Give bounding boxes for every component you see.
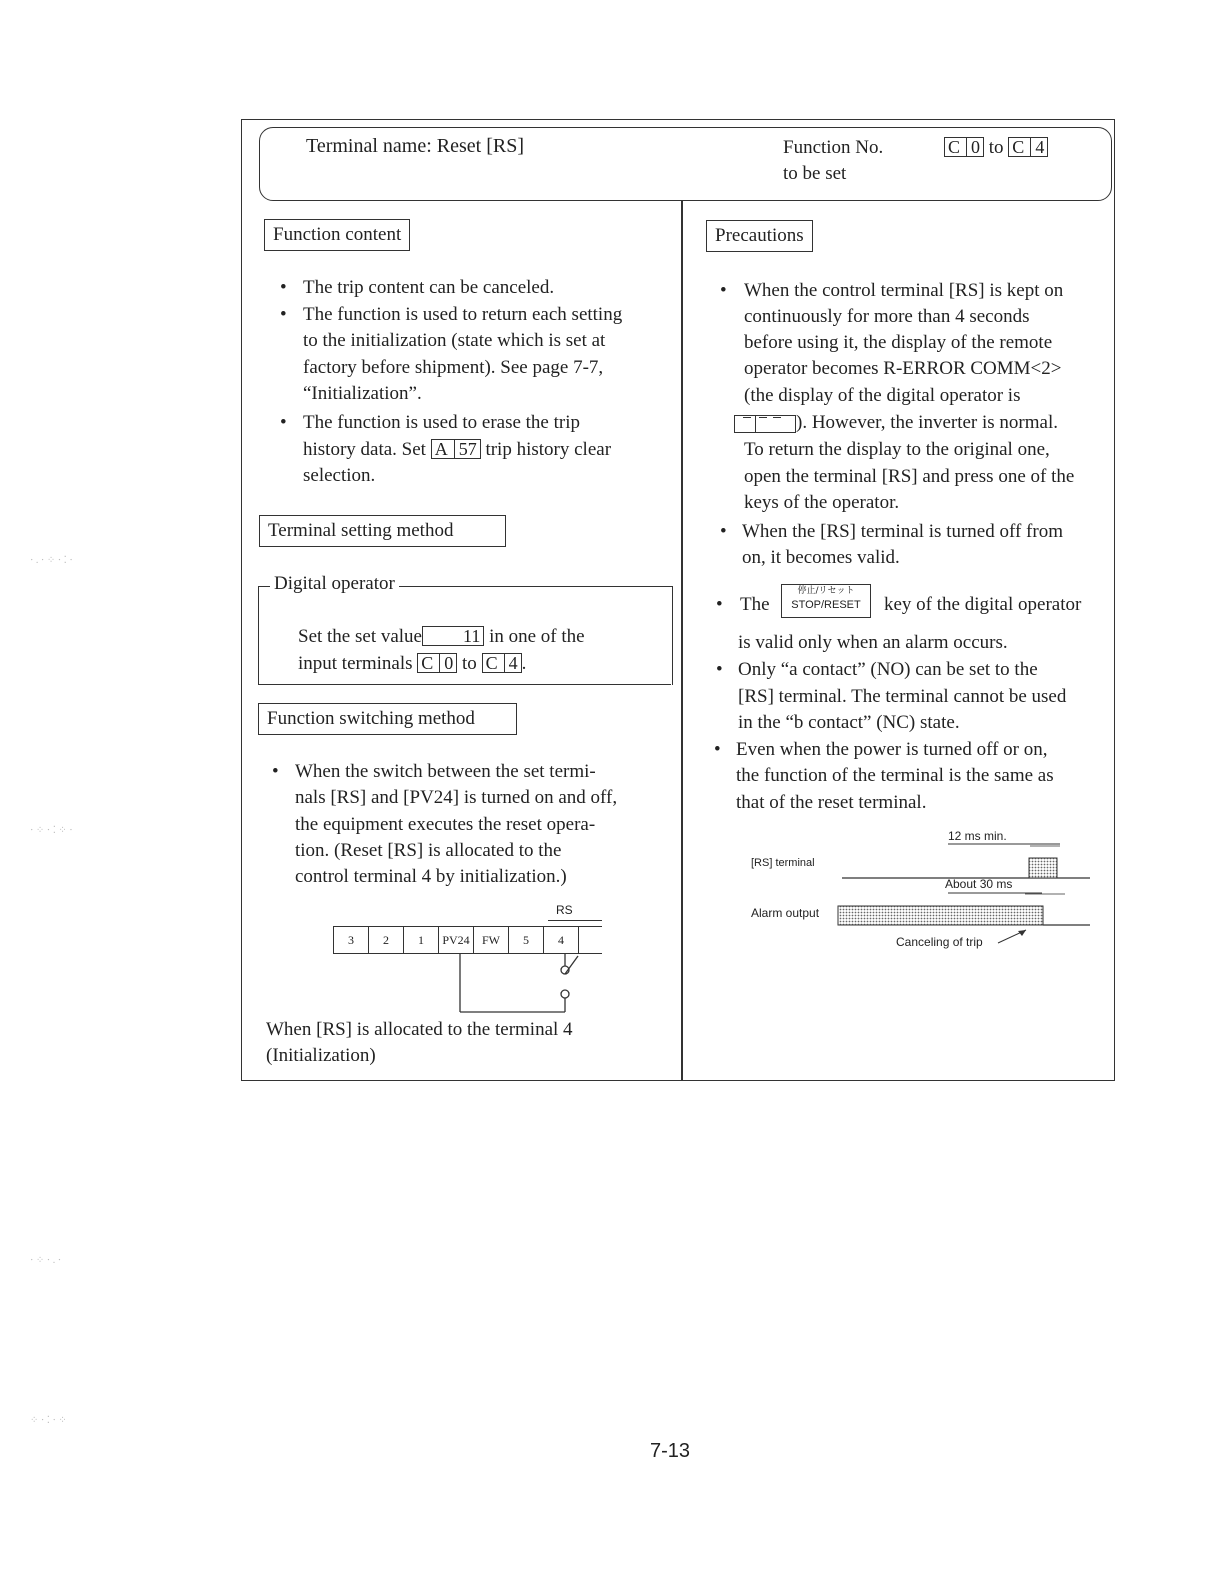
- scan-noise: ⁘ ⋅ ⁚ ⋅ ⁘: [30, 1415, 67, 1426]
- prec-b3-line-1-post: key of the digital operator: [884, 594, 1082, 615]
- caption-line-1: When [RS] is allocated to the terminal 4: [266, 1019, 573, 1040]
- fc-bullet-3-line-1: The function is used to erase the trip: [303, 412, 581, 433]
- fc-bullet-2-line-3: factory before shipment). See page 7-7,: [303, 357, 604, 378]
- code-box-c4: C 4: [482, 653, 522, 673]
- timing-min-label: 12 ms min.: [948, 829, 1007, 843]
- prec-b3-line-1: The: [740, 594, 770, 615]
- column-divider: [681, 201, 683, 1081]
- switching-line-2: nals [RS] and [PV24] is turned on and off,: [295, 787, 618, 808]
- prec-b2-line-1: When the [RS] terminal is turned off from: [742, 521, 1063, 542]
- prec-b4-line-3: in the “b contact” (NC) state.: [738, 712, 960, 733]
- bullet-dot: •: [716, 659, 723, 680]
- terminal-setting-title: Terminal setting method: [259, 515, 506, 547]
- value-box: 11: [422, 626, 484, 646]
- fc-bullet-1: The trip content can be canceled.: [303, 277, 555, 298]
- terminal-2: 2: [368, 926, 404, 954]
- switching-line-1: When the switch between the set termi-: [295, 761, 596, 782]
- prec-b1-line-9: keys of the operator.: [744, 492, 900, 513]
- scan-noise: ⋅ . ⋅ ⁘ ⋅ ⁚ ⋅: [30, 555, 73, 566]
- set-value-line: Set the set value 11 in one of the: [298, 626, 585, 647]
- terminal-3: 3: [333, 926, 369, 954]
- prec-b1-line-5: (the display of the digital operator is: [744, 385, 1021, 406]
- code-box-to: C 4: [1008, 137, 1048, 157]
- prec-b1-line-1: When the control terminal [RS] is kept on: [744, 280, 1064, 301]
- prec-b2-line-2: on, it becomes valid.: [742, 547, 900, 568]
- terminal-pv24: PV24: [438, 926, 474, 954]
- prec-b1-line-6: ). However, the inverter is normal.: [734, 410, 1058, 437]
- stop-reset-key: 停止/リセット STOP/RESET: [781, 584, 871, 618]
- input-terminals-line: input terminals C 0 to C 4 .: [298, 653, 527, 674]
- scan-noise: ⋅ ⁘ ⋅ ⁚ ⁘ ⋅: [30, 825, 73, 836]
- group-bottom-rule: [258, 684, 671, 685]
- terminal-1: 1: [403, 926, 439, 954]
- rs-tick: [548, 920, 602, 921]
- fc-bullet-3-line-3: selection.: [303, 465, 376, 486]
- bullet-dot: •: [272, 761, 279, 782]
- prec-b5-line-3: that of the reset terminal.: [736, 792, 927, 813]
- prec-b4-line-2: [RS] terminal. The terminal cannot be used: [738, 686, 1067, 707]
- code-box-a57: A 57: [431, 439, 481, 459]
- prec-b1-line-8: open the terminal [RS] and press one of the: [744, 466, 1075, 487]
- prec-b1-line-4: operator becomes R-ERROR COMM<2>: [744, 358, 1062, 379]
- digital-operator-label: Digital operator: [270, 571, 399, 598]
- caption-line-2: (Initialization): [266, 1045, 376, 1066]
- fc-bullet-2-line-2: to the initialization (state which is set at: [303, 330, 606, 351]
- terminal-4: 4: [543, 926, 579, 954]
- page-number: 7-13: [650, 1440, 691, 1462]
- terminal-5: 5: [508, 926, 544, 954]
- rs-label: RS: [556, 903, 573, 917]
- timing-rs-label: [RS] terminal: [751, 857, 815, 869]
- scan-noise: ⋅ ⁘ ⋅ . ⋅: [30, 1255, 62, 1266]
- code-box-c0: C 0: [417, 653, 457, 673]
- prec-b4-line-1: Only “a contact” (NO) can be set to the: [738, 659, 1038, 680]
- switching-line-3: the equipment executes the reset opera-: [295, 814, 596, 835]
- code-box-from: C 0: [944, 137, 984, 157]
- bullet-dot: •: [720, 280, 727, 301]
- timing-about-label: About 30 ms: [945, 877, 1013, 891]
- switching-line-5: control terminal 4 by initialization.): [295, 866, 567, 887]
- bullet-dot: •: [280, 412, 287, 433]
- function-code-range: C 0 to C 4: [944, 135, 1048, 162]
- prec-b5-line-1: Even when the power is turned off or on,: [736, 739, 1048, 760]
- terminal-name: Terminal name: Reset [RS]: [306, 135, 524, 157]
- prec-b3-line-2: is valid only when an alarm occurs.: [738, 632, 1008, 653]
- bullet-dot: •: [716, 594, 723, 615]
- function-no-sub: to be set: [783, 163, 847, 184]
- switch-wiring: [440, 950, 590, 1020]
- prec-b5-line-2: the function of the terminal is the same as: [736, 765, 1054, 786]
- terminal-fw: FW: [473, 926, 509, 954]
- fc-bullet-2-line-1: The function is used to return each setting: [303, 304, 623, 325]
- prec-b1-line-2: continuously for more than 4 seconds: [744, 306, 1030, 327]
- prec-b1-line-7: To return the display to the original one,: [744, 439, 1050, 460]
- bullet-dot: •: [280, 304, 287, 325]
- function-content-title: Function content: [264, 219, 410, 251]
- precautions-title: Precautions: [706, 220, 813, 252]
- timing-diagram: [830, 830, 1100, 955]
- function-no-label: Function No.: [783, 137, 884, 158]
- switching-line-4: tion. (Reset [RS] is allocated to the: [295, 840, 562, 861]
- fc-bullet-2-line-4: “Initialization”.: [303, 383, 422, 404]
- timing-alarm-label: Alarm output: [751, 906, 820, 920]
- bullet-dot: •: [720, 521, 727, 542]
- timing-cancel-label: Canceling of trip: [896, 935, 983, 949]
- prec-b1-line-3: before using it, the display of the remote: [744, 332, 1053, 353]
- function-switching-title: Function switching method: [258, 703, 517, 735]
- bullet-dot: •: [714, 739, 721, 760]
- display-dashes-box: [734, 415, 796, 433]
- fc-bullet-3-line-2: history data. Set A 57 trip history clear: [303, 439, 612, 460]
- bullet-dot: •: [280, 277, 287, 298]
